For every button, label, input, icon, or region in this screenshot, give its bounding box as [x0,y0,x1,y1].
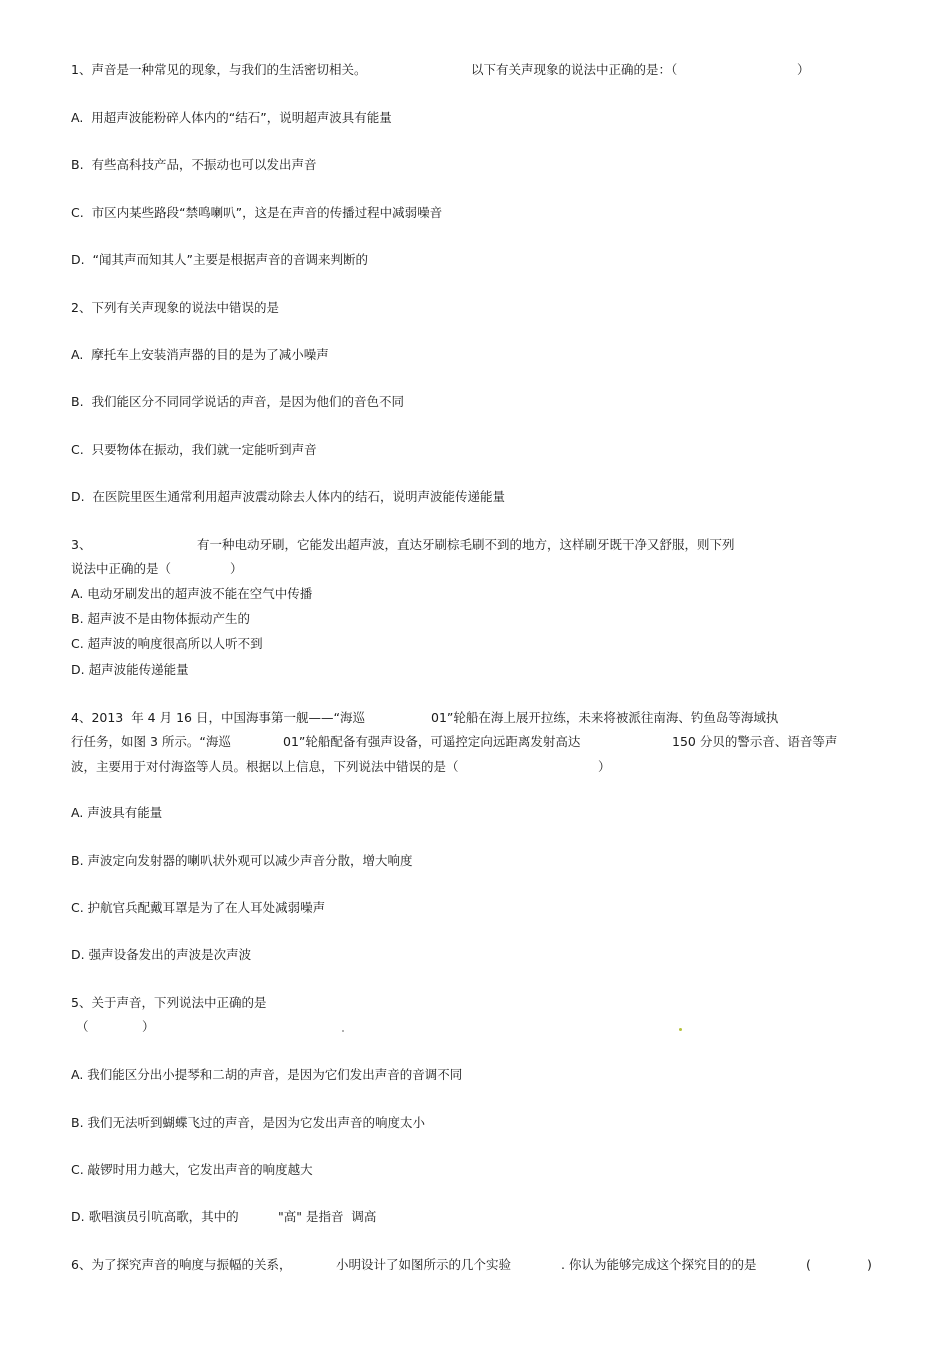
q5-option-c: C. 敲锣时用力越大，它发出声音的响度越大 [71,1162,313,1177]
q1-option-a: A. 用超声波能粉碎人体内的“结石”，说明超声波具有能量 [71,110,392,125]
q3-option-b: B. 超声波不是由物体振动产生的 [71,611,251,626]
q1-stem-close-paren: ） [797,62,810,77]
q6-close-paren: ) [867,1257,872,1272]
q6-open-paren: ( [806,1257,811,1272]
q2-option-b: B. 我们能区分不同同学说话的声音，是因为他们的音色不同 [71,394,404,409]
q5-option-d-part2: "高" 是指音 调高 [278,1209,377,1224]
q3-option-c: C. 超声波的响度很高所以人听不到 [71,636,263,651]
q1-option-b: B. 有些高科技产品，不振动也可以发出声音 [71,157,317,172]
q1-stem-part1: 1、声音是一种常见的现象，与我们的生活密切相关。 [71,62,367,77]
q5-option-a: A. 我们能区分出小提琴和二胡的声音，是因为它们发出声音的音调不同 [71,1067,463,1082]
q6-stem-part1: 6、为了探究声音的响度与振幅的关系， [71,1257,292,1272]
q4-option-c: C. 护航官兵配戴耳罩是为了在人耳处减弱噪声 [71,900,326,915]
q3-option-d: D. 超声波能传递能量 [71,662,189,677]
q4-option-b: B. 声波定向发射器的喇叭状外观可以减少声音分散，增大响度 [71,853,413,868]
q4-line2-part1: 行任务，如图 3 所示。“海巡 [71,734,231,749]
q4-option-d: D. 强声设备发出的声波是次声波 [71,947,252,962]
q5-stem: 5、关于声音，下列说法中正确的是 [71,995,267,1010]
q3-stem-number: 3、 [71,537,92,552]
q4-line3-part1: 波，主要用于对付海盗等人员。根据以上信息，下列说法中错误的是（ [71,759,459,774]
q1-option-d: D. “闻其声而知其人”主要是根据声音的音调来判断的 [71,252,368,267]
q2-option-d: D. 在医院里医生通常利用超声波震动除去人体内的结石，说明声波能传递能量 [71,489,506,504]
q4-line2-part2: 01”轮船配备有强声设备，可遥控定向远距离发射高达 [283,734,581,749]
q2-stem: 2、下列有关声现象的说法中错误的是 [71,300,279,315]
q1-option-c: C. 市区内某些路段“禁鸣喇叭”，这是在声音的传播过程中减弱噪音 [71,205,443,220]
q4-option-a: A. 声波具有能量 [71,805,163,820]
scan-speck-gray [342,1030,344,1032]
q3-stem-line2: 说法中正确的是（ [71,561,172,576]
q2-option-c: C. 只要物体在振动，我们就一定能听到声音 [71,442,317,457]
q5-open-paren: （ [76,1019,89,1034]
q6-stem-part2: 小明设计了如图所示的几个实验 [336,1257,512,1272]
q3-stem-close-paren: ） [230,561,243,576]
scan-speck-olive [679,1028,682,1031]
q6-stem-part3: . 你认为能够完成这个探究目的的是 [561,1257,757,1272]
q3-option-a: A. 电动牙刷发出的超声波不能在空气中传播 [71,586,313,601]
q3-stem-line1: 有一种电动牙刷，它能发出超声波，直达牙刷棕毛刷不到的地方，这样刷牙既干净又舒服，则下列 [197,537,735,552]
q2-option-a: A. 摩托车上安装消声器的目的是为了减小噪声 [71,347,329,362]
q1-stem-part2: 以下有关声现象的说法中正确的是：（ [471,62,678,77]
q5-close-paren: ） [142,1019,155,1034]
q4-line2-part3: 150 分贝的警示音、语音等声 [672,734,838,749]
q5-option-d-part1: D. 歌唱演员引吭高歌，其中的 [71,1209,239,1224]
q5-option-b: B. 我们无法听到蝴蝶飞过的声音，是因为它发出声音的响度太小 [71,1115,426,1130]
q4-line3-close-paren: ） [598,759,611,774]
q4-line1-part1: 4、2013 年 4 月 16 日，中国海事第一舰——“海巡 [71,710,365,725]
q4-line1-part2: 01”轮船在海上展开拉练，未来将被派往南海、钓鱼岛等海域执 [431,710,779,725]
